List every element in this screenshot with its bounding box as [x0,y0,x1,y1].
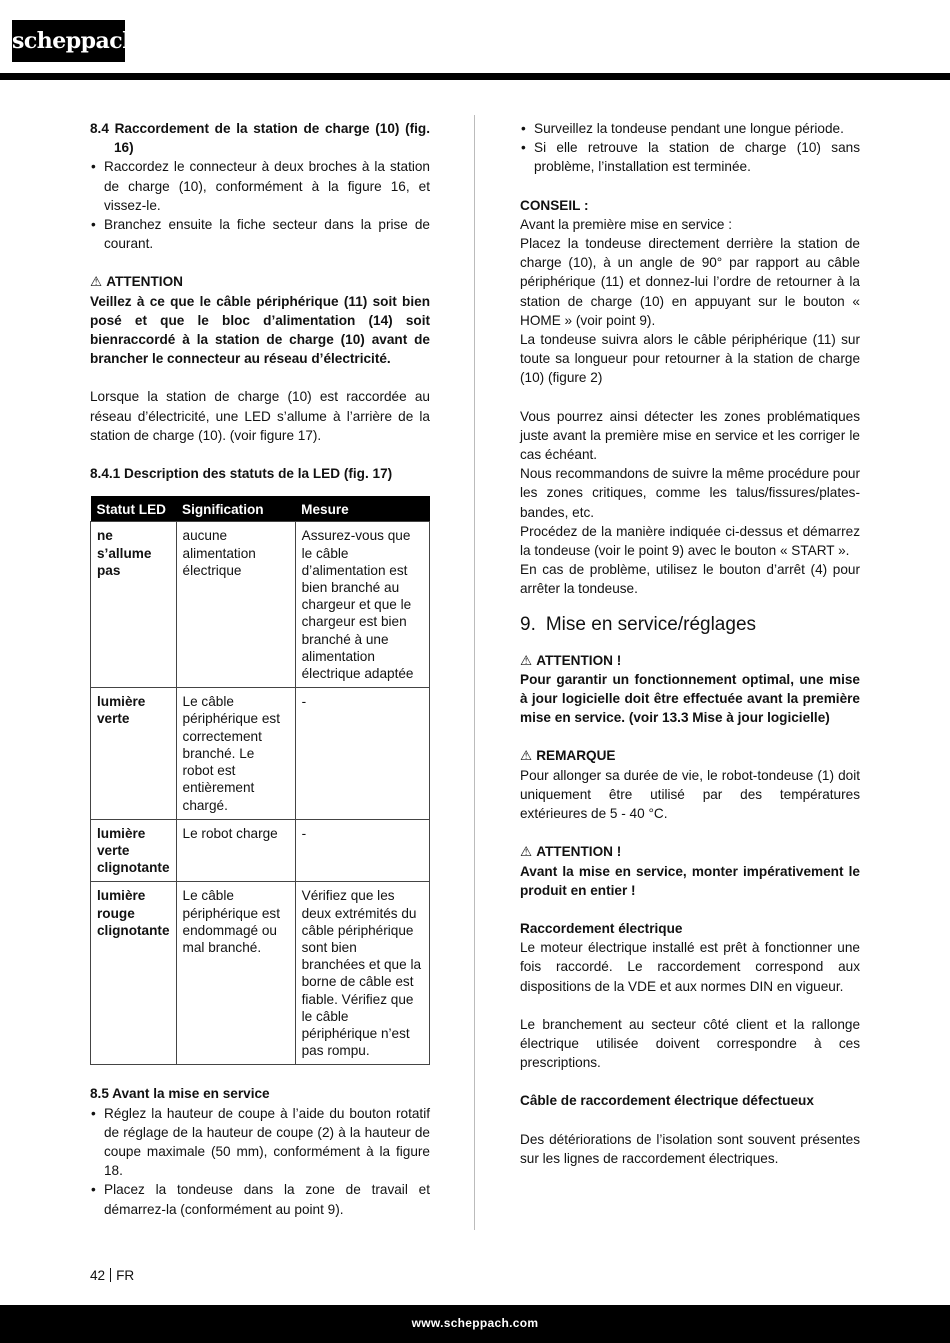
conseil-title: CONSEIL : [520,197,589,213]
section-8-4-list [90,157,430,253]
paragraph: Nous recommandons de suivre la même procédure pour les zones critiques, comme les talus/fissures/plates-bandes, etc. [520,466,861,520]
conseil-line: Placez la tondeuse directement derrière la station de charge (10), à un angle de 90° par rapport au câble périphérique (11) et donnez-lui l’ordre de retourner à la station de charge (10) en appuyant sur le bouton « HOME » (voir point 9). [520,236,860,328]
install-list [520,119,860,177]
column-divider [474,115,475,1230]
section-title: Mise en service/réglages [545,613,757,635]
paragraph: Des détériorations de l’isolation sont souvent présentes sur les lignes de raccordement électriques. [520,1131,860,1166]
warning-triangle-icon: ⚠ [520,748,533,764]
header-bar [0,73,950,80]
list-item: • Placez la tondeuse dans la zone de travail et démarrez-la (conformément au point 9). [90,1180,430,1218]
scheppach-logo: scheppach [12,20,125,62]
column-header-meaning: Signification [176,496,295,522]
right-column [520,119,860,1168]
list-item: • Branchez ensuite la fiche secteur dans la prise de courant. [90,215,430,253]
left-column [90,119,430,1219]
column-header-status: Statut LED [91,496,177,522]
cell-status: ne s’allume pas [91,522,177,688]
warning-triangle-icon: ⚠ [520,652,533,668]
list-item: • Raccordez le connecteur à deux broches à la station de charge (10), conformément à la figure 16, et vissez-le. [90,157,430,215]
cell-action: Assurez-vous que le câble d’alimentation est bien branché au chargeur et que le chargeur est bien branché à une alimentation électrique adaptée [295,522,429,688]
attention-body: Pour garantir un fonctionnement optimal, une mise à jour logicielle doit être effectuée avant la première mise en service. (voir 13.3 Mise à jour logicielle) [520,671,860,726]
paragraph: Procédez de la manière indiquée ci-dessus et démarrez la tondeuse (voir le point 9) avec le bouton « START ». [520,523,860,559]
cell-meaning: Le câble périphérique est correctement branché. Le robot est entièrement chargé. [176,688,295,819]
section-9-heading [520,613,860,637]
raccordement-heading: Raccordement électrique [520,920,683,936]
list-item: • Surveillez la tondeuse pendant une longue période. [520,119,860,138]
warning-triangle-icon: ⚠ [520,844,533,860]
table-row [91,522,430,688]
led-paragraph: Lorsque la station de charge (10) est raccordée au réseau d’électricité, une LED s’allume à l’arrière de la station de charge (10). (voir figure 17). [90,389,430,443]
section-title: Raccordement de la station de charge (10) (fig. 16) [114,121,430,156]
column-header-action: Mesure [295,496,429,522]
page-number: 42 FR [90,1268,135,1283]
cell-meaning: aucune alimentation électrique [176,522,295,688]
list-item: • Si elle retrouve la station de charge (10) sans problème, l’installation est terminée. [520,138,860,176]
footer-bar [0,1305,950,1343]
attention-title: ⚠ ATTENTION ! [520,842,860,861]
section-number: 8.4 [90,121,109,136]
cell-status: lumière rouge clignotante [91,882,177,1065]
cell-action: Vérifiez que les deux extrémités du câble périphérique sont bien branchées et que la borne de câble est fiable. Vérifiez que le câble périphérique n’est pas rompu. [295,882,429,1065]
table-row [91,819,430,882]
cell-status: lumière verte clignotante [91,819,177,882]
table-header-row [91,496,430,522]
cell-status: lumière verte [91,688,177,819]
cell-action: - [295,688,429,819]
cell-action: - [295,819,429,882]
led-status-table [90,496,430,1065]
remarque-body: Pour allonger sa durée de vie, le robot-tondeuse (1) doit uniquement être utilisé par des températures extérieures de 5 - 40 °C. [520,767,860,822]
paragraph: Le branchement au secteur côté client et la rallonge électrique utilisée doivent correspondre à ces prescriptions. [520,1016,860,1071]
section-8-4-heading [90,119,430,157]
cell-meaning: Le câble périphérique est endommagé ou mal branché. [176,882,295,1065]
attention-body: Avant la mise en service, monter impérativement le produit en entier ! [520,863,860,898]
section-8-5-list [90,1104,430,1219]
section-8-5-heading: 8.5 Avant la mise en service [90,1086,270,1102]
conseil-line: Avant la première mise en service : [520,216,733,232]
website-link[interactable]: www.scheppach.com [411,1316,539,1330]
attention-title: ⚠ ATTENTION [90,272,430,291]
remarque-title: ⚠ REMARQUE [520,746,860,765]
paragraph: Vous pourrez ainsi détecter les zones problématiques juste avant la première mise en service et les corriger le cas échéant. [520,408,860,463]
paragraph: En cas de problème, utilisez le bouton d’arrêt (4) pour arrêter la tondeuse. [520,562,860,597]
table-row [91,688,430,819]
attention-title: ⚠ ATTENTION ! [520,651,860,670]
paragraph: Le moteur électrique installé est prêt à fonctionner une fois raccordé. Le raccordement correspond aux dispositions de la VDE et aux normes DIN en vigueur. [520,940,860,994]
warning-triangle-icon: ⚠ [90,274,103,290]
list-item: • Réglez la hauteur de coupe à l’aide du bouton rotatif de réglage de la hauteur de coupe (2) à la hauteur de coupe maximale (50 mm), conformément à la figure 18. [90,1104,430,1181]
table-row [91,882,430,1065]
cell-meaning: Le robot charge [176,819,295,882]
section-8-4-1-heading: 8.4.1 Description des statuts de la LED (fig. 17) [90,466,393,482]
section-number: 9. [520,613,536,635]
attention-body: Veillez à ce que le câble périphérique (11) soit bien posé et que le bloc d’alimentation (14) soit bienraccordé à la station de charge (10) avant de brancher le connecteur au réseau d’électricité. [90,293,430,367]
conseil-line: La tondeuse suivra alors le câble périphérique (11) sur toute sa longueur pour retourner à la station de charge (10) (figure 2) [520,332,860,386]
cable-heading: Câble de raccordement électrique défectueux [520,1093,814,1109]
